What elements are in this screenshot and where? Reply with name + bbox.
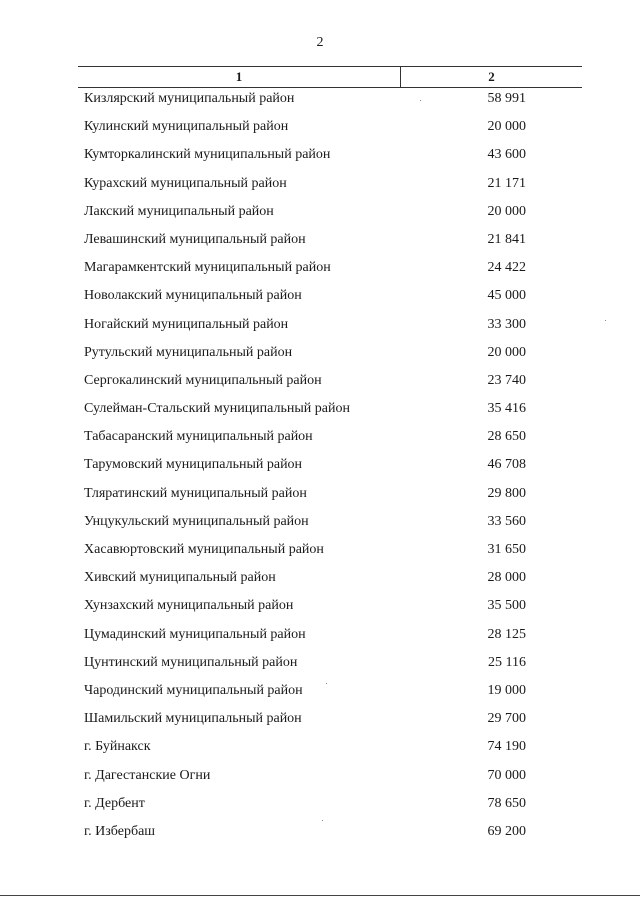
row-name: г. Избербаш (84, 823, 156, 839)
table-row (78, 539, 582, 567)
row-value: 24 422 (487, 260, 526, 276)
row-value: 19 000 (487, 682, 526, 698)
bottom-rule (0, 895, 640, 896)
table-row (78, 88, 582, 116)
scan-speck (420, 100, 421, 101)
row-value: 33 300 (487, 316, 526, 332)
table-row (78, 285, 582, 313)
header-col-2: 2 (488, 69, 495, 84)
row-name: Сулейман-Стальский муниципальный район (84, 401, 350, 417)
table-body (78, 88, 582, 849)
row-value: 29 700 (487, 711, 526, 727)
row-value: 29 800 (487, 485, 526, 501)
table-row (78, 736, 582, 764)
table-row (78, 567, 582, 595)
row-name: Курахский муниципальный район (84, 175, 287, 191)
table-row (78, 426, 582, 454)
table-row (78, 314, 582, 342)
scan-speck (326, 683, 327, 684)
row-name: Кумторкалинский муниципальный район (84, 147, 331, 163)
row-name: Кулинский муниципальный район (84, 119, 289, 135)
row-name: Ногайский муниципальный район (84, 316, 289, 332)
table-header (78, 66, 582, 88)
row-name: Табасаранский муниципальный район (84, 429, 313, 445)
page-number: 2 (316, 35, 324, 50)
row-value: 20 000 (487, 119, 526, 135)
row-name: Тарумовский муниципальный район (84, 457, 303, 473)
table-row (78, 511, 582, 539)
table-row (78, 257, 582, 285)
row-name: Чародинский муниципальный район (84, 682, 303, 698)
row-value: 21 171 (487, 175, 526, 191)
row-value: 35 416 (487, 401, 526, 417)
row-name: Унцукульский муниципальный район (84, 513, 309, 529)
row-name: Шамильский муниципальный район (84, 711, 302, 727)
row-name: Кизлярский муниципальный район (84, 91, 295, 106)
table-row (78, 680, 582, 708)
row-name: Тляратинский муниципальный район (84, 485, 307, 501)
row-name: Цумадинский муниципальный район (84, 626, 306, 642)
row-value: 43 600 (487, 147, 526, 163)
row-value: 74 190 (487, 739, 526, 755)
row-value: 69 200 (487, 823, 526, 839)
header-col-1: 1 (235, 69, 243, 84)
row-name: Лакский муниципальный район (84, 203, 274, 219)
table-row (78, 454, 582, 482)
row-value: 31 650 (487, 542, 526, 557)
row-name: Новолакский муниципальный район (84, 288, 302, 304)
table-row (78, 116, 582, 144)
row-value: 45 000 (487, 288, 526, 304)
row-value: 28 000 (487, 570, 526, 586)
table-row (78, 821, 582, 849)
table-row (78, 144, 582, 172)
row-name: Цунтинский муниципальный район (84, 654, 298, 670)
scan-speck (322, 820, 323, 821)
row-value: 35 500 (487, 598, 526, 614)
table-row (78, 595, 582, 623)
row-value: 28 125 (487, 626, 526, 642)
table-row (78, 793, 582, 821)
table-row (78, 370, 582, 398)
row-name: Хасавюртовский муниципальный район (84, 542, 324, 557)
row-name: г. Дагестанские Огни (84, 767, 211, 783)
scan-speck (605, 320, 606, 321)
row-value: 70 000 (487, 767, 526, 783)
row-value: 25 116 (488, 654, 526, 670)
row-value: 23 740 (487, 372, 526, 388)
row-value: 20 000 (487, 344, 526, 360)
table-row (78, 765, 582, 793)
row-name: Хивский муниципальный район (84, 570, 276, 586)
row-name: г. Дербент (84, 795, 145, 811)
row-value: 46 708 (487, 457, 526, 473)
row-value: 28 650 (487, 429, 526, 445)
table-row (78, 652, 582, 680)
row-value: 20 000 (487, 203, 526, 219)
table-row (78, 398, 582, 426)
row-name: Рутульский муниципальный район (84, 344, 293, 360)
row-name: г. Буйнакск (84, 739, 151, 755)
row-value: 78 650 (487, 795, 526, 811)
table-row (78, 483, 582, 511)
table-row (78, 624, 582, 652)
table-row (78, 229, 582, 257)
data-table (78, 66, 582, 849)
row-value: 33 560 (487, 513, 526, 529)
table-row (78, 173, 582, 201)
table-row (78, 201, 582, 229)
row-value: 58 991 (487, 91, 526, 106)
row-value: 21 841 (487, 231, 526, 247)
row-name: Сергокалинский муниципальный район (84, 372, 322, 388)
row-name: Магарамкентский муниципальный район (84, 260, 331, 276)
table-row (78, 342, 582, 370)
row-name: Хунзахский муниципальный район (84, 598, 294, 614)
table-row (78, 708, 582, 736)
row-name: Левашинский муниципальный район (84, 231, 306, 247)
